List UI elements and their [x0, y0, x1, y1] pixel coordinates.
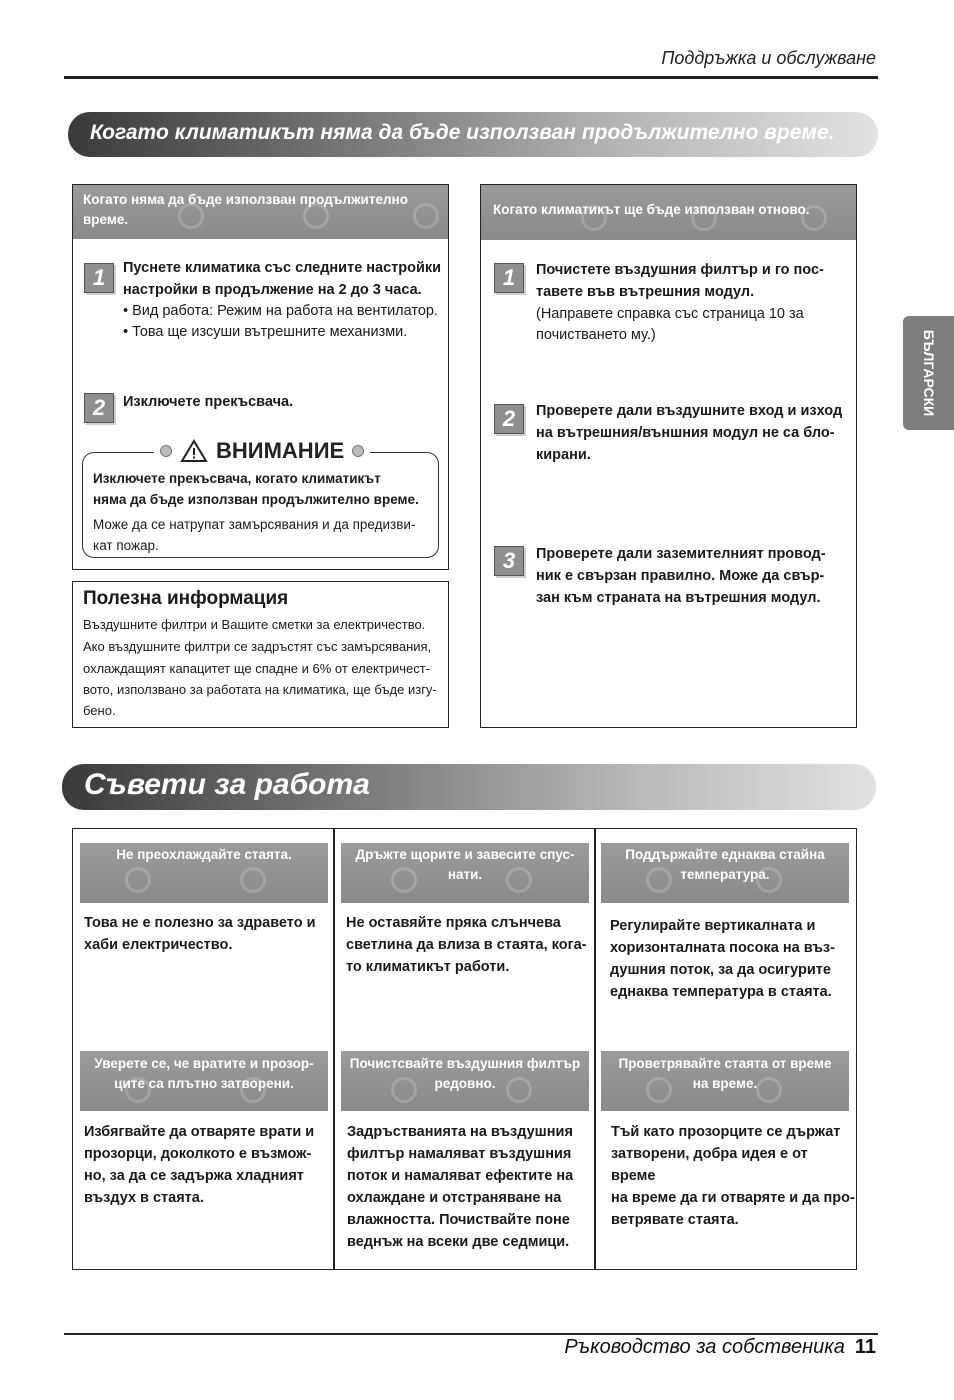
- tip-body-line: Тъй като прозорците се държат: [611, 1124, 841, 1140]
- tip-body: [84, 1121, 328, 1209]
- tips-divider-2: [594, 828, 596, 1270]
- tip-body-line: затворени, добра идея е от време: [611, 1146, 808, 1184]
- tip-header: [80, 1051, 328, 1111]
- tip-body: [610, 915, 854, 1003]
- tip-body: [346, 912, 590, 978]
- header-rule: [64, 76, 878, 79]
- page-header-title: Поддръжка и обслужване: [661, 48, 876, 68]
- footer-rule: [64, 1333, 878, 1335]
- tip-body-line: хоризонталната посока на въз-: [610, 940, 835, 956]
- tip-header: [341, 843, 589, 903]
- tip-header: [80, 843, 328, 903]
- reuse-step1-line1: (Направете справка със страница 10 за: [536, 306, 804, 322]
- tip-body-line: въздух в стаята.: [84, 1190, 204, 1206]
- useful-info-line3: охлаждащият капацитет ще спадне и 6% от електричест-: [83, 661, 431, 676]
- page-footer: [420, 1336, 876, 1359]
- language-side-tab: [903, 316, 954, 430]
- reuse-step1-bold1: Почистете въздушния филтър и го пос-: [536, 262, 824, 278]
- tip-body: [611, 1121, 855, 1231]
- tip-header: [601, 843, 849, 903]
- tip-body-line: Не оставяйте пряка слънчева: [346, 915, 561, 931]
- tip-header-line: Почистсвайте въздушния филтър: [349, 1056, 581, 1071]
- storage-step1-line2: настройки в продължение на 2 до 3 часа.: [123, 282, 422, 298]
- step-1-icon: 1: [494, 263, 524, 293]
- caution-title: ВНИМАНИЕ: [216, 438, 345, 463]
- tip-header-line: Уверете се, че вратите и прозор-: [94, 1056, 314, 1071]
- tip-header: [341, 1051, 589, 1111]
- section1-title: Когато климатикът няма да бъде използван продължително време.: [90, 121, 835, 144]
- storage-step1-bullet2: • Това ще изсуши вътрешните механизми.: [123, 324, 408, 340]
- step-2-icon: 2: [84, 393, 114, 423]
- tip-body-line: хаби електричество.: [84, 937, 233, 953]
- useful-info-line4: вото, използвано за работата на климатика, ще бъде изгу-: [83, 682, 437, 697]
- swirl-decoration: [240, 867, 266, 893]
- section2-banner: [62, 764, 876, 810]
- storage-step1-bullet1: • Вид работа: Режим на работа на вентилатор.: [123, 303, 439, 319]
- reuse-step3-line3: зан към страната на вътрешния модул.: [536, 590, 821, 606]
- storage-panel-header-text: Когато няма да бъде използван продължително време.: [83, 192, 408, 227]
- caution-bold-line2: няма да бъде използван продължително време.: [93, 492, 419, 507]
- tip-body-line: Задръстванията на въздушния: [347, 1124, 573, 1140]
- tip-body: [347, 1121, 591, 1253]
- footer-title: Ръководство за собственика: [564, 1336, 845, 1358]
- tip-header-line: Поддържайте еднаква стайна: [625, 847, 825, 862]
- tip-body-line: Избягвайте да отваряте врати и: [84, 1124, 315, 1140]
- storage-panel-header: [73, 185, 448, 239]
- tip-body-line: прозорци, доколкото е възмож-: [84, 1146, 312, 1162]
- tip-body-line: еднаква температура в стаята.: [610, 984, 832, 1000]
- tip-body-line: влажността. Почиствайте поне: [347, 1212, 570, 1228]
- tip-body-line: поток и намаляват ефектите на: [347, 1168, 574, 1184]
- reuse-step2-line3: кирани.: [536, 447, 591, 463]
- section2-title: Съвети за работа: [84, 768, 370, 801]
- tip-header: [601, 1051, 849, 1111]
- caution-bold-line1: Изключете прекъсвача, когато климатикът: [93, 471, 381, 486]
- reuse-step1-line2: почистването му.): [536, 327, 656, 343]
- caution-dot-right: [352, 445, 364, 457]
- tip-body-line: филтър намаляват въздушния: [347, 1146, 572, 1162]
- tip-body-line: ветрявате стаята.: [611, 1212, 739, 1228]
- tip-header-line: на време.: [692, 1076, 758, 1091]
- reuse-panel-header-text: Когато климатикът ще бъде използван отново.: [493, 202, 810, 217]
- caution-line1: Може да се натрупат замърсявания и да предизви-: [93, 517, 416, 532]
- useful-info-line5: бено.: [83, 703, 116, 718]
- tip-body-line: Регулирайте вертикалната и: [610, 918, 816, 934]
- caution-dot-left: [160, 445, 172, 457]
- useful-info-title: Полезна информация: [83, 588, 289, 609]
- storage-step2-text: Изключете прекъсвача.: [123, 394, 294, 410]
- tip-header-line: Проветрявайте стаята от време: [618, 1056, 832, 1071]
- storage-step1-line1: Пуснете климатика със следните настройки: [123, 260, 442, 276]
- language-side-tab-label: БЪЛГАРСКИ: [920, 329, 937, 417]
- reuse-panel-header: [481, 185, 856, 240]
- step-2-icon: 2: [494, 404, 524, 434]
- reuse-step2-line2: на вътрешния/външния модул не са бло-: [536, 425, 835, 441]
- tip-body-line: душния поток, за да осигурите: [610, 962, 831, 978]
- tip-body-line: веднъж на всеки две седмици.: [347, 1234, 570, 1250]
- section1-banner: [68, 112, 878, 157]
- tip-header-line: температура.: [680, 867, 770, 882]
- caution-title-group: [154, 436, 370, 466]
- reuse-step1-bold2: тавете във вътрешния модул.: [536, 284, 755, 300]
- page-number: 11: [854, 1336, 876, 1358]
- tip-header-line: Не преохлаждайте стаята.: [116, 847, 292, 862]
- tip-header-line: нати.: [447, 867, 483, 882]
- swirl-decoration: [125, 867, 151, 893]
- step-3-icon: 3: [494, 546, 524, 576]
- warning-icon: [180, 439, 208, 463]
- step-1-icon: 1: [84, 263, 114, 293]
- tip-body-line: светлина да влиза в стаята, кога-: [346, 937, 587, 953]
- tip-body-line: охлаждане и отстраняване на: [347, 1190, 562, 1206]
- reuse-step2-line1: Проверете дали въздушните вход и изход: [536, 403, 843, 419]
- tip-body: [84, 912, 328, 956]
- useful-info-line2: Ако въздушните филтри се задръстят със замърсявания,: [83, 639, 432, 654]
- tip-header-line: ците са плътно затворени.: [114, 1076, 294, 1091]
- tips-divider-1: [333, 828, 335, 1270]
- tip-body-line: на време да ги отваряте и да про-: [611, 1190, 855, 1206]
- reuse-step3-line2: ник е свързан правилно. Може да свър-: [536, 568, 825, 584]
- tip-header-line: Дръжте щорите и завесите спус-: [355, 847, 575, 862]
- caution-line2: кат пожар.: [93, 538, 159, 553]
- tip-body-line: Това не е полезно за здравето и: [84, 915, 316, 931]
- useful-info-line1: Въздушните филтри и Вашите сметки за електричество.: [83, 617, 426, 632]
- tip-body-line: но, за да се задържа хладният: [84, 1168, 304, 1184]
- tip-header-line: редовно.: [434, 1076, 496, 1091]
- reuse-step3-line1: Проверете дали заземителният провод-: [536, 546, 826, 562]
- tip-body-line: то климатикът работи.: [346, 959, 510, 975]
